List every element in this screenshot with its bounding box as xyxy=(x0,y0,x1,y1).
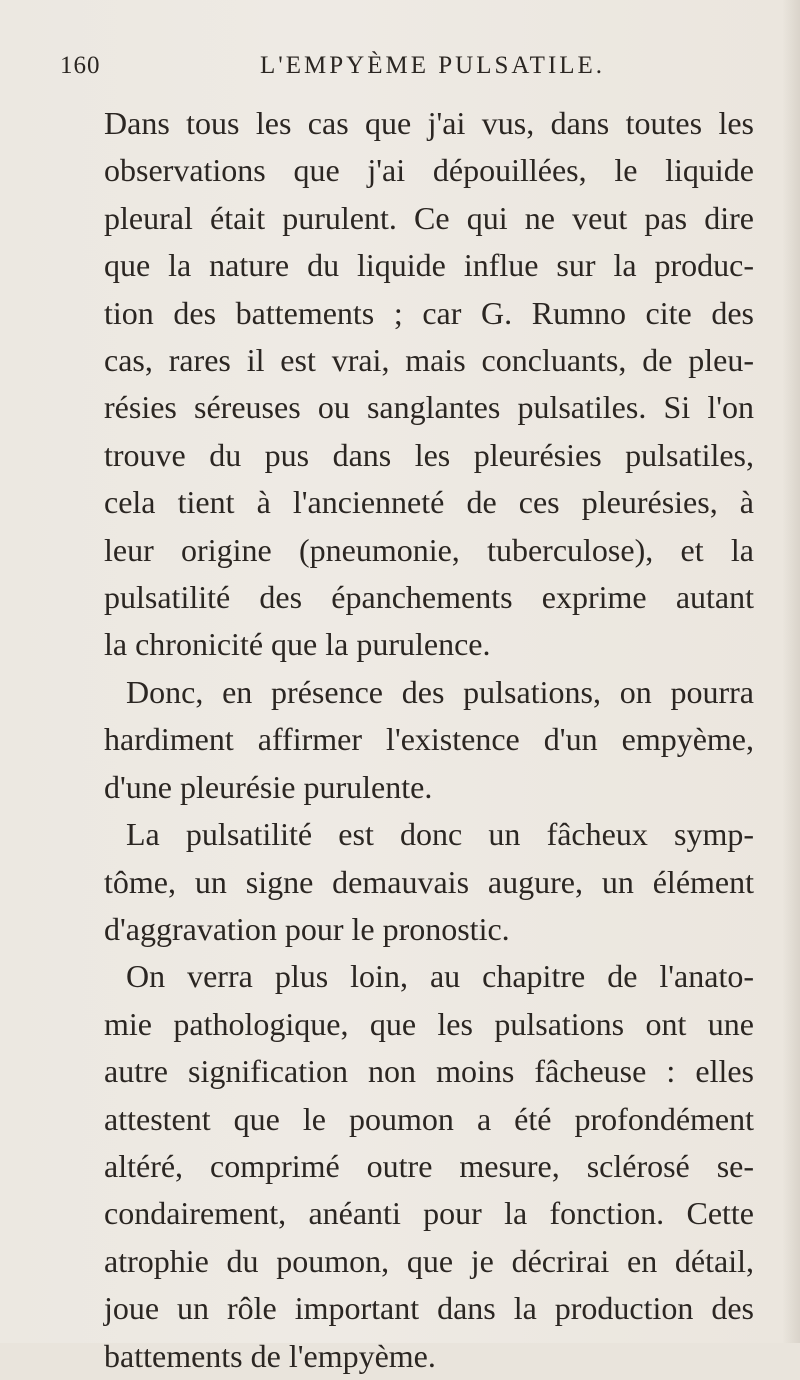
text-line: La pulsatilité est donc un fâcheux symp- xyxy=(126,816,754,853)
text-line: tôme, un signe demauvais augure, un élément xyxy=(104,863,754,900)
body-text xyxy=(104,100,754,1380)
paragraph-3 xyxy=(104,811,754,953)
text-line: observations que j'ai dépouillées, le liquide xyxy=(104,152,754,189)
text-line: condairement, anéanti pour la fonction. Cette xyxy=(104,1195,754,1232)
text-line: trouve du pus dans les pleurésies pulsatiles, xyxy=(104,436,754,473)
text-line: hardiment affirmer l'existence d'un empyème, xyxy=(104,721,754,758)
text-line: Dans tous les cas que j'ai vus, dans toutes les xyxy=(104,105,754,141)
running-title: L'EMPYÈME PULSATILE. xyxy=(260,52,606,79)
text-line: tion des battements ; car G. Rumno cite des xyxy=(104,294,754,331)
page-number: 160 xyxy=(60,52,101,79)
text-line: leur origine (pneumonie, tuberculose), et la xyxy=(104,531,754,568)
page-edge-shadow xyxy=(782,0,800,1343)
paragraph-2 xyxy=(104,669,754,811)
text-line: Donc, en présence des pulsations, on pourra xyxy=(126,673,754,710)
text-line: attestent que le poumon a été profondément xyxy=(104,1100,754,1137)
text-line: battements de l'empyème. xyxy=(104,1337,436,1374)
text-line: cela tient à l'ancienneté de ces pleurésies, à xyxy=(104,484,754,521)
text-line: On verra plus loin, au chapitre de l'anato- xyxy=(126,958,754,995)
text-line: pleural était purulent. Ce qui ne veut pas dire xyxy=(104,199,754,236)
text-line: mie pathologique, que les pulsations ont une xyxy=(104,1005,754,1042)
text-line: cas, rares il est vrai, mais concluants, de pleu- xyxy=(104,342,754,379)
running-header xyxy=(60,52,730,92)
text-line: que la nature du liquide influe sur la produc- xyxy=(104,247,754,284)
text-line: autre signification non moins fâcheuse : elles xyxy=(104,1053,754,1090)
text-line: résies séreuses ou sanglantes pulsatiles. Si l'on xyxy=(104,389,754,426)
paragraph-1 xyxy=(104,100,754,669)
paragraph-4 xyxy=(104,953,754,1380)
text-line: d'aggravation pour le pronostic. xyxy=(104,910,510,947)
text-line: pulsatilité des épanchements exprime autant xyxy=(104,579,754,616)
text-line: joue un rôle important dans la production des xyxy=(104,1290,754,1327)
text-line: altéré, comprimé outre mesure, sclérosé se- xyxy=(104,1147,754,1184)
text-line: atrophie du poumon, que je décrirai en détail, xyxy=(104,1242,754,1279)
text-line: d'une pleurésie purulente. xyxy=(104,768,433,805)
text-line: la chronicité que la purulence. xyxy=(104,626,491,663)
